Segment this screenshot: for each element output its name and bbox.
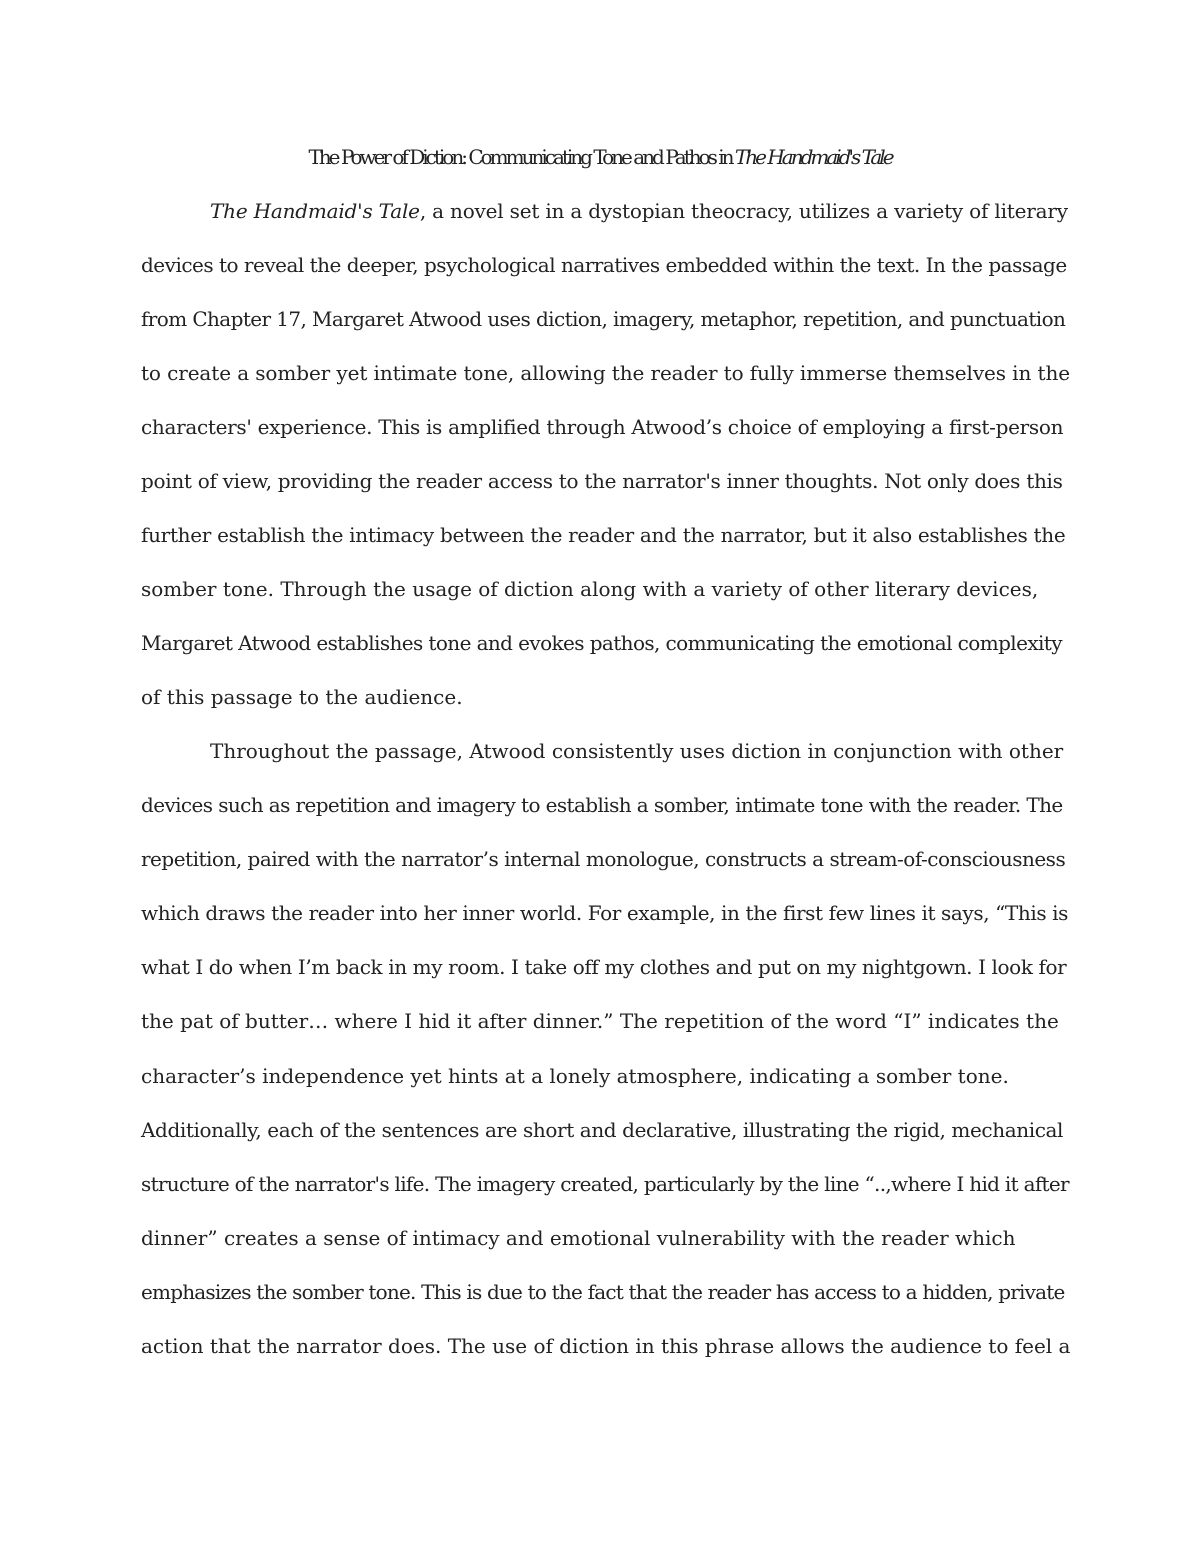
paragraph-2-line-1: Throughout the passage, Atwood consistently uses diction in conjunction with other — [210, 739, 1064, 763]
paragraph-1-line-6: point of view, providing the reader access to the narrator's inner thoughts. Not only does this — [141, 469, 1063, 493]
title-prefix: The Power of Diction: Communicating Tone and Pathos in — [308, 145, 735, 169]
paragraph-2-line-10: dinner” creates a sense of intimacy and emotional vulnerability with the reader which — [141, 1226, 1016, 1250]
essay-title — [0, 142, 1200, 172]
paragraph-2-line-11: emphasizes the somber tone. This is due to the fact that the reader has access to a hidden, private — [141, 1280, 1065, 1304]
paragraph-2-line-7: character’s independence yet hints at a lonely atmosphere, indicating a somber tone. — [141, 1064, 1009, 1088]
paragraph-1-line-2: devices to reveal the deeper, psychological narratives embedded within the text. In the passage — [141, 253, 1067, 277]
paragraph-1-line-9: Margaret Atwood establishes tone and evokes pathos, communicating the emotional complexity — [141, 631, 1062, 655]
paragraph-2-line-9: structure of the narrator's life. The imagery created, particularly by the line “..,where I hid it after — [141, 1172, 1069, 1196]
paragraph-1-line-1 — [210, 196, 1068, 226]
paragraph-2-line-2: devices such as repetition and imagery to establish a somber, intimate tone with the reader. The — [141, 793, 1063, 817]
paragraph-2-line-3: repetition, paired with the narrator’s internal monologue, constructs a stream-of-consciousness — [141, 847, 1066, 871]
paragraph-1-line-7: further establish the intimacy between the reader and the narrator, but it also establishes the — [141, 523, 1066, 547]
paragraph-2-line-6: the pat of butter… where I hid it after dinner.” The repetition of the word “I” indicates the — [141, 1009, 1059, 1033]
paragraph-1-line-10: of this passage to the audience. — [141, 685, 463, 709]
paragraph-2-line-12: action that the narrator does. The use of diction in this phrase allows the audience to feel a — [141, 1334, 1071, 1358]
paragraph-2-line-4: which draws the reader into her inner world. For example, in the first few lines it says, “This is — [141, 901, 1069, 925]
paragraph-1-line-8: somber tone. Through the usage of diction along with a variety of other literary devices, — [141, 577, 1039, 601]
book-title-italic: The Handmaid's Tale — [210, 199, 420, 223]
paragraph-1-line-1-text: , a novel set in a dystopian theocracy, utilizes a variety of literary — [419, 199, 1068, 223]
paragraph-2-line-8: Additionally, each of the sentences are short and declarative, illustrating the rigid, mechanical — [141, 1118, 1064, 1142]
title-italic-book: The Handmaid's Tale — [734, 145, 892, 169]
paragraph-1-line-3: from Chapter 17, Margaret Atwood uses diction, imagery, metaphor, repetition, and punctuation — [141, 307, 1066, 331]
paragraph-1-line-4: to create a somber yet intimate tone, allowing the reader to fully immerse themselves in the — [141, 361, 1070, 385]
paragraph-1-line-5: characters' experience. This is amplified through Atwood’s choice of employing a first-person — [141, 415, 1064, 439]
paragraph-2-line-5: what I do when I’m back in my room. I take off my clothes and put on my nightgown. I look for — [141, 955, 1067, 979]
